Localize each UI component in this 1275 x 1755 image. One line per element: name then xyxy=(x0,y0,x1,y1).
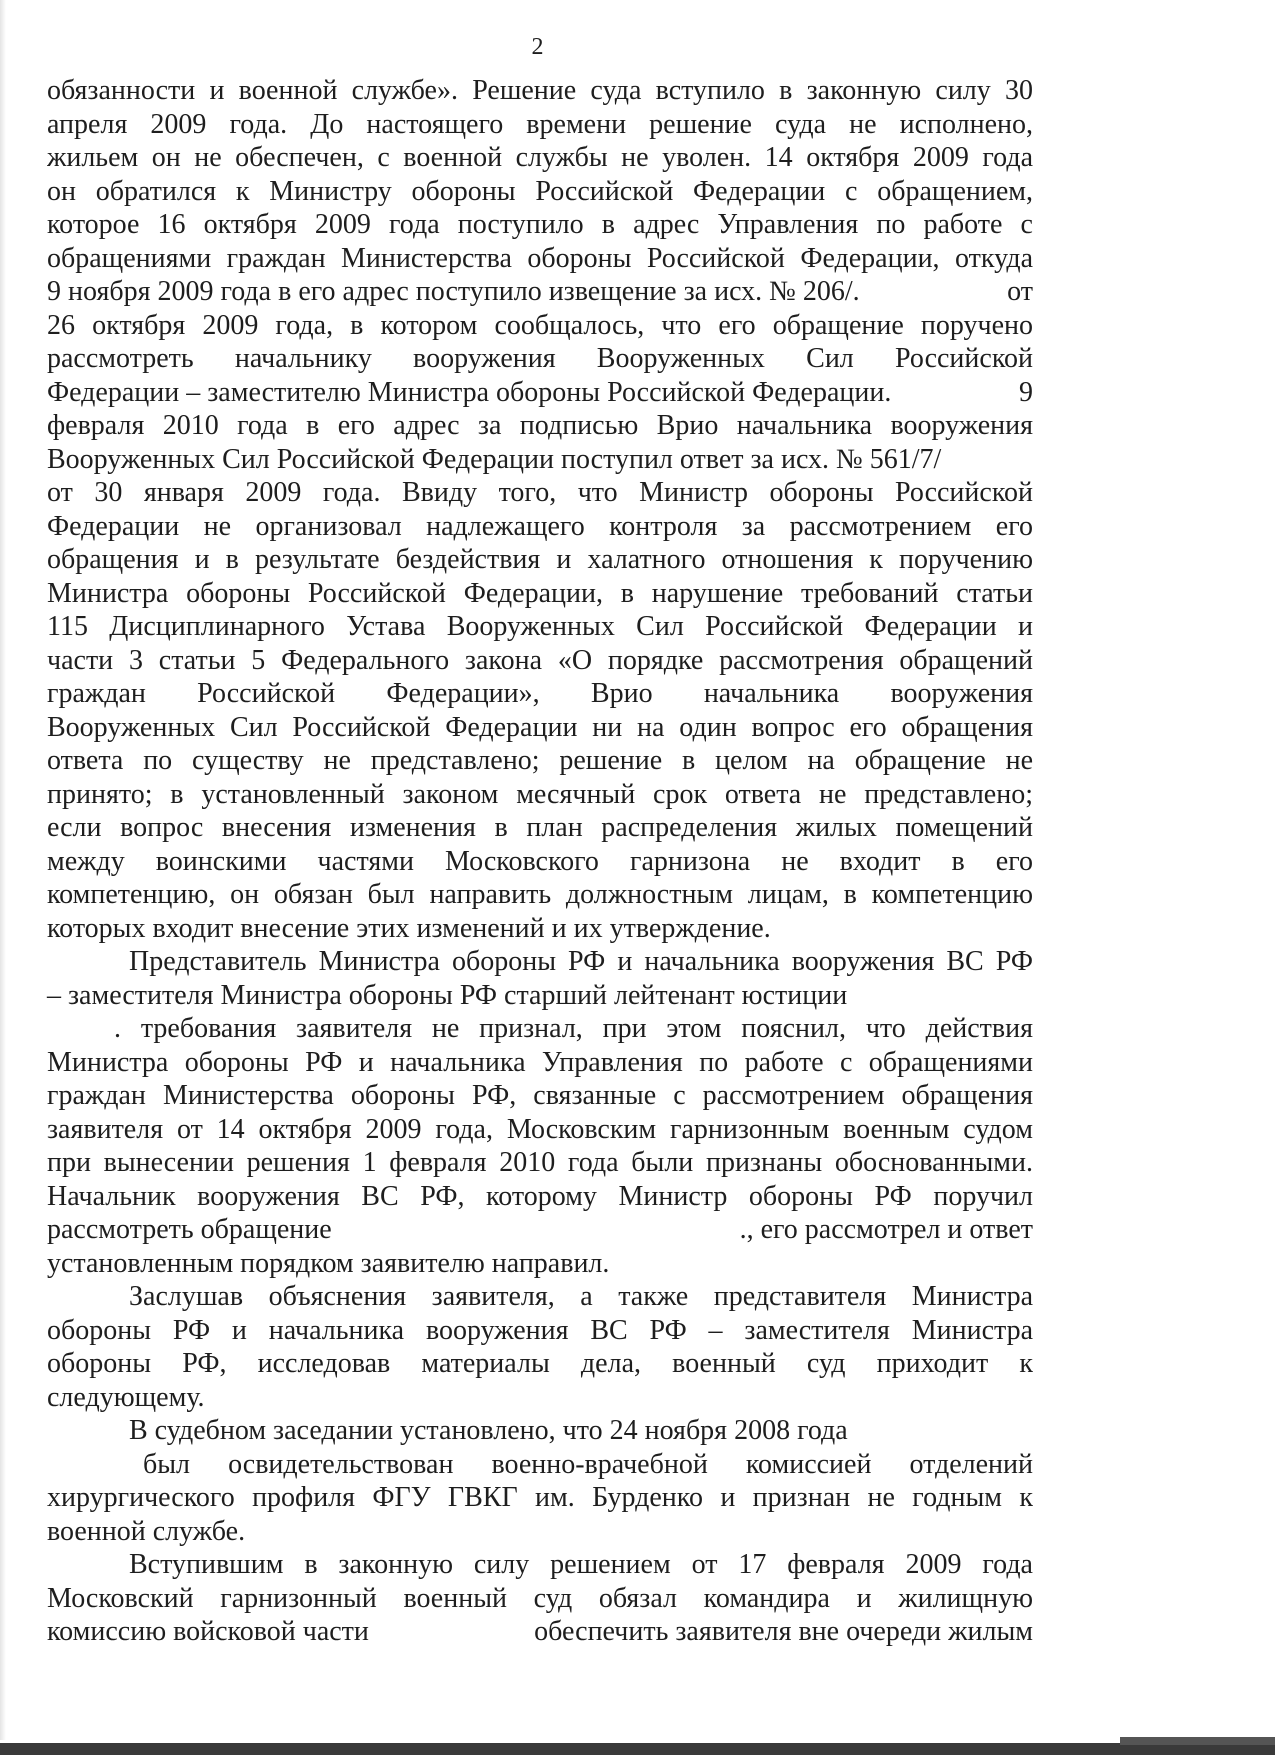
text-line: Министра обороны РФ и начальника Управления по работе с обращениями xyxy=(47,1046,1033,1078)
text-segment: от xyxy=(1007,276,1033,307)
scan-bottom-edge xyxy=(0,1743,1275,1755)
text-line: обращениями граждан Министерства обороны Российской Федерации, откуда xyxy=(47,242,1033,274)
text-line: В судебном заседании установлено, что 24 ноября 2008 года xyxy=(129,1415,848,1446)
text-line: установленным порядком заявителю направил. xyxy=(47,1247,610,1279)
text-line: февраля 2010 года в его адрес за подписью Врио начальника вооружения xyxy=(47,410,1033,441)
text-line: был освидетельствован военно-врачебной комиссией отделений xyxy=(143,1448,1033,1480)
text-line: обращения и в результате бездействия и халатного отношения к поручению xyxy=(47,544,1033,575)
scan-bottom-edge-fold xyxy=(1120,1737,1275,1745)
text-segment: 9 xyxy=(1019,376,1033,408)
text-line: Вооруженных Сил Российской Федерации ни на один вопрос его обращения xyxy=(47,711,1033,743)
text-line xyxy=(47,376,1033,409)
text-line: которых входит внесение этих изменений и их утверждение. xyxy=(47,912,771,944)
text-line: Представитель Министра обороны РФ и начальника вооружения ВС РФ xyxy=(129,946,1033,977)
text-line: которое 16 октября 2009 года поступило в адрес Управления по работе с xyxy=(47,209,1033,240)
text-line: Московский гарнизонный военный суд обязал командира и жилищную xyxy=(47,1582,1033,1614)
text-line: граждан Российской Федерации», Врио начальника вооружения xyxy=(47,678,1033,709)
text-segment: комиссию войсковой части xyxy=(47,1616,369,1647)
text-line: хирургического профиля ФГУ ГВКГ им. Бурденко и признан не годным к xyxy=(47,1482,1033,1513)
text-line: обороны РФ и начальника вооружения ВС РФ – заместителя Министра xyxy=(47,1314,1033,1346)
text-line: – заместителя Министра обороны РФ старший лейтенант юстиции xyxy=(47,979,848,1011)
text-line: Заслушав объяснения заявителя, а также представителя Министра xyxy=(129,1281,1033,1312)
text-line: апреля 2009 года. До настоящего времени решение суда не исполнено, xyxy=(47,108,1033,140)
text-segment: ., его рассмотрел и ответ xyxy=(739,1214,1033,1245)
text-line xyxy=(47,1615,1033,1648)
text-line: Начальник вооружения ВС РФ, которому Министр обороны РФ поручил xyxy=(47,1180,1033,1212)
scan-edge xyxy=(0,0,6,1740)
text-line: военной службе. xyxy=(47,1515,246,1547)
text-line: . требования заявителя не признал, при этом пояснил, что действия xyxy=(114,1013,1033,1044)
text-line: обороны РФ, исследовав материалы дела, военный суд приходит к xyxy=(47,1348,1033,1379)
text-segment: рассмотреть обращение xyxy=(47,1214,332,1245)
text-line: заявителя от 14 октября 2009 года, Московским гарнизонным военным судом xyxy=(47,1113,1033,1145)
text-line: 26 октября 2009 года, в котором сообщалось, что его обращение поручено xyxy=(47,309,1033,341)
text-line: рассмотреть начальнику вооружения Вооруженных Сил Российской xyxy=(47,343,1033,374)
text-line xyxy=(47,275,1033,308)
text-line xyxy=(47,1213,1033,1246)
text-line: граждан Министерства обороны РФ, связанные с рассмотрением обращения xyxy=(47,1080,1033,1111)
text-line: при вынесении решения 1 февраля 2010 года были признаны обоснованными. xyxy=(47,1147,1033,1178)
text-line: от 30 января 2009 года. Ввиду того, что Министр обороны Российской xyxy=(47,477,1033,508)
text-line: Министра обороны Российской Федерации, в нарушение требований статьи xyxy=(47,577,1033,609)
text-line: между воинскими частями Московского гарнизона не входит в его xyxy=(47,845,1033,877)
text-line: 115 Дисциплинарного Устава Вооруженных Сил Российской Федерации и xyxy=(47,611,1033,642)
text-line: Вооруженных Сил Российской Федерации поступил ответ за исх. № 561/7/ xyxy=(47,443,942,475)
text-line: обязанности и военной службе». Решение суда вступило в законную силу 30 xyxy=(47,75,1033,106)
text-line: он обратился к Министру обороны Российской Федерации с обращением, xyxy=(47,175,1033,207)
page-number: 2 xyxy=(531,34,544,60)
text-segment: Федерации – заместителю Министра обороны Российской Федерации. xyxy=(47,376,892,408)
text-segment: 9 ноября 2009 года в его адрес поступило извещение за исх. № 206/. xyxy=(47,276,860,307)
text-line: компетенцию, он обязан был направить должностным лицам, в компетенцию xyxy=(47,879,1033,910)
text-line: Федерации не организовал надлежащего контроля за рассмотрением его xyxy=(47,510,1033,542)
text-line: принято; в установленный законом месячный срок ответа не представлено; xyxy=(47,778,1033,810)
text-line: жильем он не обеспечен, с военной службы не уволен. 14 октября 2009 года xyxy=(47,142,1033,173)
text-line: ответа по существу не представлено; решение в целом на обращение не xyxy=(47,745,1033,776)
text-segment: обеспечить заявителя вне очереди жилым xyxy=(534,1616,1033,1647)
text-line: части 3 статьи 5 Федерального закона «О порядке рассмотрения обращений xyxy=(47,644,1033,676)
text-line: следующему. xyxy=(47,1381,205,1413)
text-line: Вступившим в законную силу решением от 17 февраля 2009 года xyxy=(129,1549,1033,1580)
text-line: если вопрос внесения изменения в план распределения жилых помещений xyxy=(47,812,1033,843)
